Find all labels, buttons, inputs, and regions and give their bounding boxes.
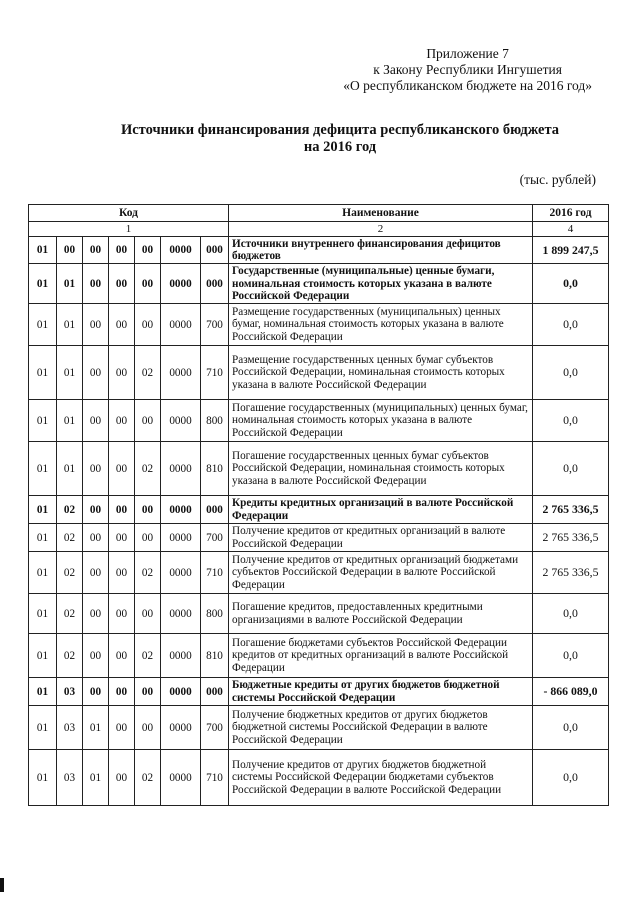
scan-mark xyxy=(0,878,4,892)
code-cell: 01 xyxy=(57,264,83,304)
code-cell: 0000 xyxy=(161,400,201,442)
name-cell: Погашение государственных (муниципальных) ценных бумаг, номинальная стоимость которых указана в валюте Российской Федерации xyxy=(229,400,533,442)
code-cell: 01 xyxy=(57,400,83,442)
code-cell: 00 xyxy=(135,678,161,706)
code-cell: 0000 xyxy=(161,678,201,706)
code-cell: 01 xyxy=(29,706,57,750)
name-cell: Кредиты кредитных организаций в валюте Российской Федерации xyxy=(229,496,533,524)
code-cell: 0000 xyxy=(161,237,201,264)
code-cell: 01 xyxy=(57,346,83,400)
table-row xyxy=(29,346,609,400)
header-year: 2016 год xyxy=(533,205,609,222)
code-cell: 00 xyxy=(109,634,135,678)
code-cell: 0000 xyxy=(161,264,201,304)
appendix-line: «О республиканском бюджете на 2016 год» xyxy=(343,78,592,93)
header-name: Наименование xyxy=(229,205,533,222)
code-cell: 000 xyxy=(201,678,229,706)
code-cell: 00 xyxy=(109,678,135,706)
code-cell: 02 xyxy=(57,496,83,524)
code-cell: 0000 xyxy=(161,496,201,524)
code-cell: 00 xyxy=(83,552,109,594)
code-cell: 00 xyxy=(109,237,135,264)
value-cell: 0,0 xyxy=(533,750,609,806)
code-cell: 00 xyxy=(109,552,135,594)
code-cell: 0000 xyxy=(161,304,201,346)
code-cell: 01 xyxy=(29,346,57,400)
code-cell: 00 xyxy=(109,400,135,442)
code-cell: 01 xyxy=(57,304,83,346)
value-cell: 0,0 xyxy=(533,400,609,442)
code-cell: 0000 xyxy=(161,750,201,806)
table-row xyxy=(29,400,609,442)
table-row xyxy=(29,524,609,552)
code-cell: 00 xyxy=(83,304,109,346)
value-cell: 2 765 336,5 xyxy=(533,524,609,552)
code-cell: 710 xyxy=(201,346,229,400)
table-row xyxy=(29,750,609,806)
code-cell: 01 xyxy=(57,442,83,496)
value-cell: 0,0 xyxy=(533,442,609,496)
code-cell: 01 xyxy=(29,304,57,346)
document-title xyxy=(60,122,620,156)
name-cell: Получение кредитов от других бюджетов бюджетной системы Российской Федерации бюджетами субъектов Российской Федерации в валюте Российской Федерации xyxy=(229,750,533,806)
code-cell: 01 xyxy=(29,552,57,594)
code-cell: 00 xyxy=(83,237,109,264)
table-row xyxy=(29,594,609,634)
code-cell: 01 xyxy=(83,706,109,750)
table-row xyxy=(29,304,609,346)
value-cell: 1 899 247,5 xyxy=(533,237,609,264)
name-cell: Получение кредитов от кредитных организаций в валюте Российской Федерации xyxy=(229,524,533,552)
appendix-line: к Закону Республики Ингушетия xyxy=(373,62,562,77)
table-row xyxy=(29,264,609,304)
code-cell: 01 xyxy=(29,678,57,706)
code-cell: 00 xyxy=(83,264,109,304)
code-cell: 00 xyxy=(135,400,161,442)
code-cell: 00 xyxy=(83,678,109,706)
appendix-block xyxy=(343,46,592,94)
code-cell: 00 xyxy=(109,264,135,304)
code-cell: 000 xyxy=(201,237,229,264)
code-cell: 02 xyxy=(57,634,83,678)
units-label: (тыс. рублей) xyxy=(519,172,596,187)
name-cell: Источники внутреннего финансирования дефицитов бюджетов xyxy=(229,237,533,264)
code-cell: 000 xyxy=(201,496,229,524)
code-cell: 00 xyxy=(83,634,109,678)
value-cell: 0,0 xyxy=(533,594,609,634)
code-cell: 00 xyxy=(83,594,109,634)
code-cell: 00 xyxy=(109,750,135,806)
column-number-row xyxy=(29,222,609,237)
code-cell: 02 xyxy=(57,552,83,594)
code-cell: 01 xyxy=(29,264,57,304)
code-cell: 00 xyxy=(135,594,161,634)
table-row xyxy=(29,706,609,750)
title-line: на 2016 год xyxy=(303,139,377,155)
code-cell: 00 xyxy=(135,524,161,552)
header-row xyxy=(29,205,609,222)
code-cell: 800 xyxy=(201,400,229,442)
value-cell: 2 765 336,5 xyxy=(533,496,609,524)
code-cell: 03 xyxy=(57,750,83,806)
budget-table xyxy=(28,204,609,806)
appendix-line: Приложение 7 xyxy=(426,46,509,61)
code-cell: 710 xyxy=(201,750,229,806)
code-cell: 03 xyxy=(57,706,83,750)
code-cell: 01 xyxy=(29,524,57,552)
code-cell: 00 xyxy=(109,524,135,552)
code-cell: 000 xyxy=(201,264,229,304)
code-cell: 00 xyxy=(83,346,109,400)
code-cell: 00 xyxy=(135,304,161,346)
name-cell: Бюджетные кредиты от других бюджетов бюджетной системы Российской Федерации xyxy=(229,678,533,706)
code-cell: 00 xyxy=(83,442,109,496)
name-cell: Размещение государственных ценных бумаг субъектов Российской Федерации, номинальная стоимость которых указана в валюте Российской Федерации xyxy=(229,346,533,400)
code-cell: 00 xyxy=(83,524,109,552)
value-cell: 0,0 xyxy=(533,706,609,750)
code-cell: 700 xyxy=(201,706,229,750)
code-cell: 0000 xyxy=(161,524,201,552)
table-row xyxy=(29,237,609,264)
code-cell: 00 xyxy=(109,496,135,524)
code-cell: 03 xyxy=(57,678,83,706)
code-cell: 00 xyxy=(135,264,161,304)
table-row xyxy=(29,442,609,496)
code-cell: 01 xyxy=(29,400,57,442)
code-cell: 00 xyxy=(135,706,161,750)
code-cell: 0000 xyxy=(161,346,201,400)
title-line: Источники финансирования дефицита республиканского бюджета xyxy=(120,122,560,138)
value-cell: 0,0 xyxy=(533,304,609,346)
value-cell: 0,0 xyxy=(533,634,609,678)
name-cell: Погашение государственных ценных бумаг субъектов Российской Федерации, номинальная стоимость которых указана в валюте Российской Федерации xyxy=(229,442,533,496)
code-cell: 00 xyxy=(109,346,135,400)
code-cell: 01 xyxy=(29,634,57,678)
code-cell: 0000 xyxy=(161,552,201,594)
value-cell: 0,0 xyxy=(533,346,609,400)
code-cell: 810 xyxy=(201,634,229,678)
col-number-year: 4 xyxy=(533,222,609,237)
table-row xyxy=(29,496,609,524)
code-cell: 700 xyxy=(201,304,229,346)
value-cell: 2 765 336,5 xyxy=(533,552,609,594)
code-cell: 01 xyxy=(83,750,109,806)
table-row xyxy=(29,678,609,706)
name-cell: Размещение государственных (муниципальных) ценных бумаг, номинальная стоимость которых указана в валюте Российской Федерации xyxy=(229,304,533,346)
table-row xyxy=(29,552,609,594)
code-cell: 00 xyxy=(109,594,135,634)
code-cell: 00 xyxy=(109,304,135,346)
code-cell: 02 xyxy=(135,750,161,806)
col-number-name: 2 xyxy=(229,222,533,237)
code-cell: 710 xyxy=(201,552,229,594)
table-row xyxy=(29,634,609,678)
code-cell: 02 xyxy=(57,594,83,634)
code-cell: 00 xyxy=(109,442,135,496)
header-code: Код xyxy=(29,205,229,222)
code-cell: 0000 xyxy=(161,634,201,678)
code-cell: 02 xyxy=(135,346,161,400)
code-cell: 01 xyxy=(29,594,57,634)
code-cell: 02 xyxy=(57,524,83,552)
name-cell: Получение бюджетных кредитов от других бюджетов бюджетной системы Российской Федерации в валюте Российской Федерации xyxy=(229,706,533,750)
code-cell: 01 xyxy=(29,496,57,524)
code-cell: 02 xyxy=(135,552,161,594)
name-cell: Получение кредитов от кредитных организаций бюджетами субъектов Российской Федерации в валюте Российской Федерации xyxy=(229,552,533,594)
value-cell: - 866 089,0 xyxy=(533,678,609,706)
code-cell: 0000 xyxy=(161,706,201,750)
table-body xyxy=(29,237,609,806)
code-cell: 700 xyxy=(201,524,229,552)
name-cell: Государственные (муниципальные) ценные бумаги, номинальная стоимость которых указана в валюте Российской Федерации xyxy=(229,264,533,304)
col-number-code: 1 xyxy=(29,222,229,237)
code-cell: 0000 xyxy=(161,442,201,496)
value-cell: 0,0 xyxy=(533,264,609,304)
code-cell: 00 xyxy=(135,237,161,264)
code-cell: 00 xyxy=(109,706,135,750)
code-cell: 01 xyxy=(29,237,57,264)
code-cell: 00 xyxy=(57,237,83,264)
code-cell: 01 xyxy=(29,750,57,806)
code-cell: 0000 xyxy=(161,594,201,634)
code-cell: 00 xyxy=(135,496,161,524)
code-cell: 00 xyxy=(83,496,109,524)
code-cell: 00 xyxy=(83,400,109,442)
code-cell: 800 xyxy=(201,594,229,634)
code-cell: 810 xyxy=(201,442,229,496)
name-cell: Погашение кредитов, предоставленных кредитными организациями в валюте Российской Федерации xyxy=(229,594,533,634)
name-cell: Погашение бюджетами субъектов Российской Федерации кредитов от кредитных организаций в валюте Российской Федерации xyxy=(229,634,533,678)
code-cell: 02 xyxy=(135,442,161,496)
code-cell: 02 xyxy=(135,634,161,678)
code-cell: 01 xyxy=(29,442,57,496)
